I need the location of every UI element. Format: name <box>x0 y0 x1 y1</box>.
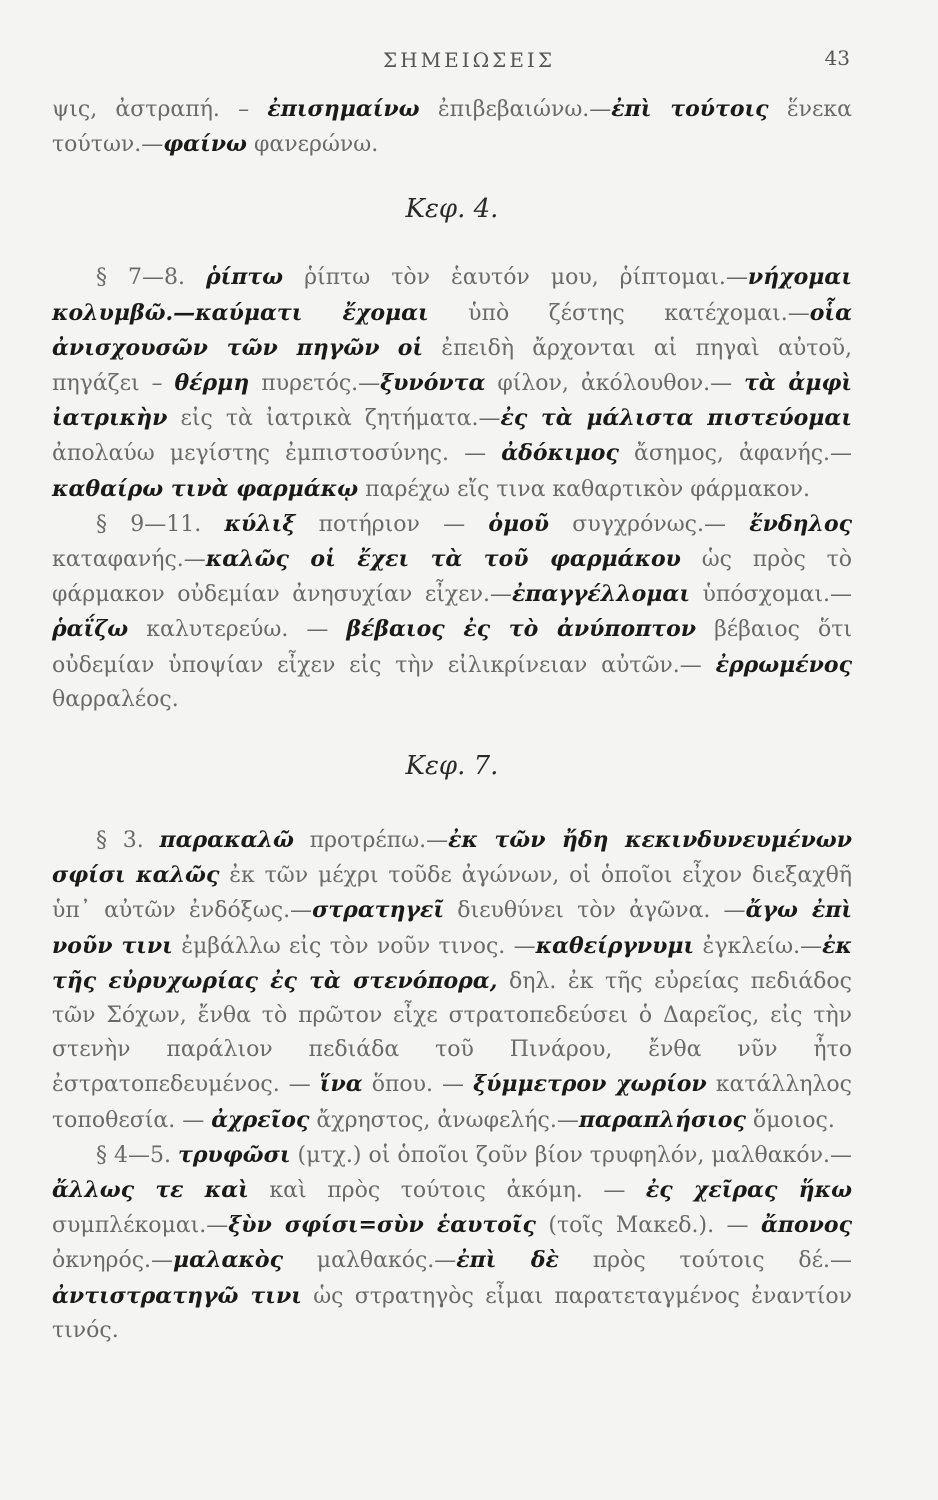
section-number: § 9—11. <box>96 511 202 537</box>
lemma: θέρμη <box>174 370 250 397</box>
gloss-text: ὑπόσχομαι.— <box>702 582 852 608</box>
gloss-text: ἀπολαύω μεγίστης ἐμπιστοσύνης. — <box>52 441 487 467</box>
gloss-text: συμπλέκομαι.— <box>52 1213 229 1239</box>
chapter-heading: Κεφ. 4. <box>405 194 499 225</box>
gloss-text: ὑπὸ ζέστης κατέχομαι.— <box>468 300 810 326</box>
lemma: καθαίρω τινὰ φαρμάκῳ <box>52 475 359 502</box>
gloss-text: ἐκ τῶν μέχρι τοῦδε ἀγώνων, οἱ ὁποῖοι εἶχον διεξαχθῆ ὑπ᾿ αὐτῶν ἐνδόξως.— <box>52 863 852 924</box>
gloss-text: (μτχ.) <box>297 1142 362 1168</box>
gloss-text: ἄσημος, ἀφανής.— <box>633 441 853 467</box>
lemma: ἐς χεῖρας ἥκω <box>645 1177 853 1204</box>
lemma: ὁμοῦ <box>488 510 550 537</box>
lemma: ἐκ τῶν ἤδη κεκινδυνευμένων σφίσι καλῶς <box>52 827 853 889</box>
gloss-text: (τοῖς Μακεδ.). — <box>548 1213 749 1239</box>
intro-paragraph <box>52 92 852 162</box>
lemma: ἀχρεῖος <box>211 1106 310 1133</box>
gloss-text: μαλθακός.— <box>316 1248 457 1274</box>
gloss-text: ὀκνηρός.— <box>52 1248 174 1274</box>
lemma: ἀντιστρατηγῶ τινι <box>52 1282 302 1309</box>
lemma: ἔνδηλος <box>749 510 853 537</box>
gloss-text: ἐμβάλλω εἰς τὸν νοῦν τινος. — <box>181 933 536 959</box>
gloss-text: ποτήριον — <box>318 511 466 537</box>
gloss-text: εἰς τὰ ἰατρικὰ ζητήματα.— <box>180 406 501 432</box>
chapter-heading: Κεφ. 7. <box>405 751 499 782</box>
lemma: ἐπισημαίνω <box>267 96 420 122</box>
note-paragraph <box>52 507 852 717</box>
gloss-text: ἐγκλείω.— <box>702 933 823 959</box>
lemma: παρακαλῶ <box>159 827 294 854</box>
lemma: ἄγω ἐπὶ νοῦν τινι <box>52 897 852 959</box>
gloss-text: ἄχρηστος, ἀνωφελής.— <box>316 1107 579 1133</box>
lemma: ῥίπτω <box>205 264 284 291</box>
lemma: μαλακὸς <box>173 1247 283 1274</box>
gloss-text: οἱ ὁποῖοι ζοῦν βίον τρυφηλόν, μαλθακόν.— <box>368 1142 852 1168</box>
gloss-text: ἐπιβεβαιώνω.— <box>437 97 612 122</box>
lemma: ἄλλως τε καὶ <box>52 1177 249 1204</box>
lemma: οἱ <box>397 334 424 361</box>
lemma: ἐς τὰ μάλιστα πιστεύομαι <box>500 405 852 432</box>
running-head: ΣΗΜΕΙΩΣΕΙΣ <box>383 48 555 72</box>
gloss-text: ψις, ἀστραπή. – <box>52 97 250 122</box>
lemma: παραπλήσιος <box>578 1106 746 1133</box>
body-text <box>52 92 852 1348</box>
gloss-text: ἕνεκα τούτων.— <box>52 97 852 158</box>
lemma: ξύμμετρον χωρίον <box>473 1071 707 1098</box>
lemma: ξὺν σφίσι=σὺν ἑαυτοῖς <box>228 1212 536 1239</box>
lemma: νήχομαι κολυμβῶ.— <box>52 264 852 326</box>
note-paragraph <box>52 260 852 506</box>
lemma: ἐκ τῆς εὐρυχωρίας ἐς τὰ στενόπορα, <box>52 932 852 994</box>
gloss-text: καλυτερεύω. — <box>146 617 329 643</box>
gloss-text: ὅμοιος. <box>752 1107 835 1133</box>
lemma: ξυνόντα <box>380 370 486 397</box>
gloss-text: κατάλληλος τοποθεσία. — <box>52 1072 852 1133</box>
gloss-text: φίλον, ἀκόλουθον.— <box>497 371 733 397</box>
lemma: οἷα ἀνισχουσῶν τῶν πηγῶν <box>52 299 852 361</box>
gloss-text: βέβαιος ὅτι οὐδεμίαν ὑποψίαν εἶχεν εἰς τὴν εἰλικρίνειαν αὐτῶν.— <box>52 617 853 678</box>
lemma: ἐπαγγέλλομαι <box>511 581 690 608</box>
lemma: ἐπὶ δὲ <box>456 1247 559 1274</box>
gloss-text: θαρραλέος. <box>52 686 179 712</box>
gloss-text: πυρετός.— <box>261 371 381 397</box>
gloss-text: φανερώνω. <box>253 132 379 158</box>
gloss-text: ἐπειδὴ ἄρχονται αἱ πηγαὶ αὐτοῦ, πηγάζει – <box>52 335 852 397</box>
lemma: καλῶς οἱ ἔχει τὰ τοῦ φαρμάκου <box>205 546 681 573</box>
lemma: ἵνα <box>319 1071 363 1098</box>
lemma: καθείργνυμι <box>535 932 695 959</box>
section-number: § 3. <box>96 828 144 854</box>
page-number: 43 <box>824 46 850 70</box>
note-paragraph <box>52 1138 852 1348</box>
lemma: ἀδόκιμος <box>501 440 619 467</box>
lemma: κύλιξ <box>224 510 296 537</box>
lemma: ῥαΐζω <box>52 616 129 643</box>
lemma: βέβαιος ἐς τὸ ἀνύποπτον <box>346 616 697 643</box>
gloss-text: προτρέπω.— <box>309 828 449 854</box>
gloss-text: παρέχω εἴς τινα καθαρτικὸν φάρμακον. <box>365 476 810 502</box>
section-number: § 4—5. <box>96 1142 172 1168</box>
lemma: ἐπὶ τούτοις <box>611 96 769 122</box>
gloss-text: συγχρόνως.— <box>572 511 726 537</box>
gloss-text: καταφανής.— <box>52 547 206 573</box>
lemma: φαίνω <box>163 131 247 158</box>
note-paragraph <box>52 823 852 1138</box>
gloss-text: ὡς στρατηγὸς εἶμαι παρατεταγμένος ἐναντίον τινός. <box>52 1283 852 1343</box>
gloss-text: ὡς πρὸς τὸ φάρμακον οὐδεμίαν ἀνησυχίαν εἶχεν.— <box>52 547 852 608</box>
gloss-text: καὶ πρὸς τούτοις ἀκόμη. — <box>269 1178 626 1204</box>
lemma: ἐρρωμένος <box>715 651 852 678</box>
gloss-text: πρὸς τούτοις δέ.— <box>592 1248 852 1274</box>
lemma: στρατηγεῖ <box>312 897 444 924</box>
gloss-text: διευθύνει τὸν ἀγῶνα. — <box>457 898 746 924</box>
lemma: ἄπονος <box>760 1212 852 1239</box>
gloss-text: ὅπου. — <box>371 1072 465 1098</box>
gloss-text: ῥίπτω τὸν ἑαυτόν μου, ῥίπτομαι.— <box>304 265 748 291</box>
gloss-text: δηλ. ἐκ τῆς εὐρείας πεδιάδος τῶν Σόχων, ἔνθα τὸ πρῶτον εἶχε στρατοπεδεύσει ὁ Δαρεῖος, εἰς τὴν στενὴν παράλιον πεδιάδα τοῦ Πινάρου, ἔνθα νῦν ἦτο ἐστρατοπεδευμένος. — <box>52 968 852 1098</box>
lemma: τρυφῶσι <box>178 1141 291 1168</box>
lemma: τὰ ἀμφὶ ἰατρικὴν <box>52 370 853 432</box>
lemma: καύματι ἔχομαι <box>195 299 429 326</box>
section-number: § 7—8. <box>96 265 185 291</box>
